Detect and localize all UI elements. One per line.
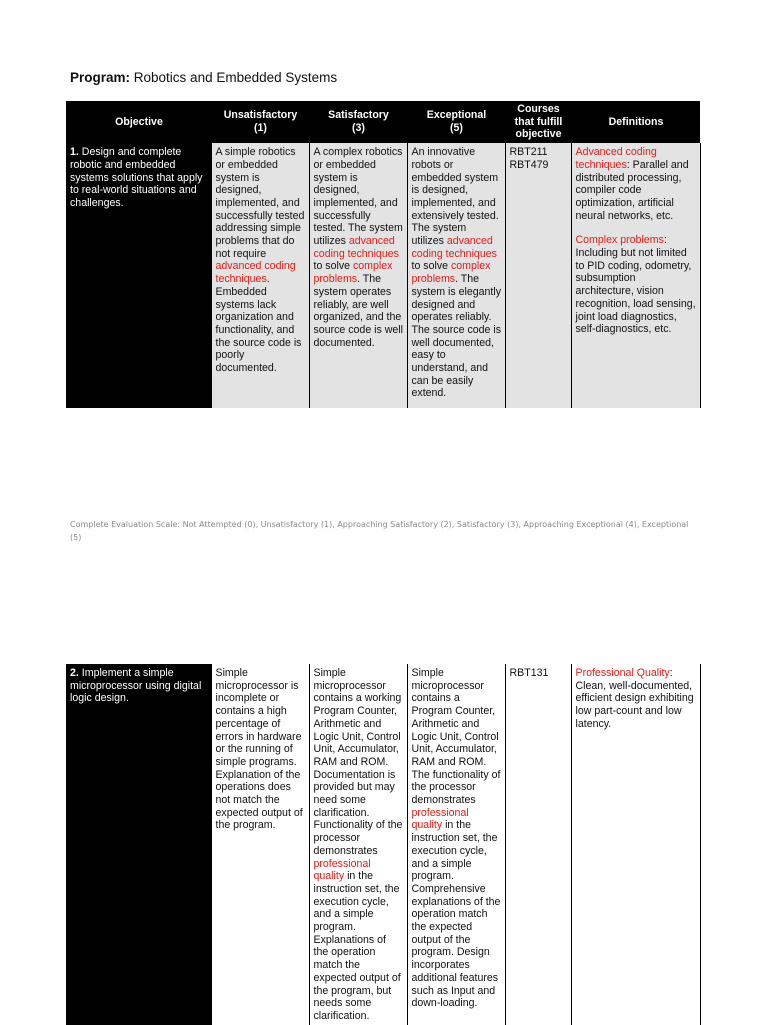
objective-2-unsat-text: Simple microprocessor is incomplete or contains a high percentage of errors in hardware or the running of simple programs. Explanation of the operations does not match the expected output of the program. bbox=[215, 667, 303, 832]
objective-1-satisfactory bbox=[309, 143, 407, 408]
objective-2-sat-text-b: in the instruction set, the execution cycle, and a simple program. Explanations of the operation match the expected output of the program, but needs some clarification. bbox=[313, 870, 401, 1022]
objective-1-number: 1. bbox=[70, 146, 79, 159]
objective-1-sat-text-c: . The system operates reliably, are well organized, and the source code is well documented. bbox=[313, 273, 403, 349]
objective-1-unsat-text-a: A simple robotics or embedded system is designed, implemented, and successfully tested addressing simple problems that do not require bbox=[215, 146, 305, 260]
definition-term: Professional Quality bbox=[575, 667, 670, 679]
objective-2-exc-text-a: Simple microprocessor contains a Program Counter, Arithmetic and Logic Unit, Control Unit, Accumulator, RAM and ROM. The functionality of the processor demonstrates bbox=[411, 667, 501, 807]
objective-2-text: Implement a simple microprocessor using digital logic design. bbox=[70, 667, 202, 705]
term-professional-quality: professional quality bbox=[313, 857, 371, 883]
objective-2-number: 2. bbox=[70, 667, 79, 679]
objective-1-unsat-text-b: . Embedded systems lack organization and functionality, and the source code is poorly documented. bbox=[215, 273, 302, 375]
header-unsatisfactory-label: Unsatisfactory bbox=[223, 109, 298, 122]
term-complex-problems: complex problems bbox=[313, 260, 393, 286]
definition-term: Advanced coding techniques bbox=[575, 146, 657, 171]
program-title bbox=[70, 70, 337, 85]
objective-2-exceptional bbox=[407, 664, 505, 1025]
header-unsatisfactory bbox=[211, 101, 309, 143]
rubric-header bbox=[66, 101, 700, 143]
objective-1-text: Design and complete robotic and embedded systems solutions that apply to real-world situations and challenges. bbox=[70, 146, 203, 209]
objective-1-sat-text-b: to solve bbox=[313, 260, 353, 273]
objective-row-2 bbox=[66, 664, 700, 1025]
objective-2-satisfactory bbox=[309, 664, 407, 1025]
objective-2-courses bbox=[505, 664, 571, 1025]
objective-row-1 bbox=[66, 143, 700, 408]
header-exceptional bbox=[407, 101, 505, 143]
term-professional-quality: professional quality bbox=[411, 806, 469, 832]
definition-text: : Clean, well-documented, efficient design exhibiting low part-count and low latency. bbox=[575, 667, 694, 730]
objective-2-definitions bbox=[571, 664, 700, 1025]
program-label: Program: bbox=[70, 70, 131, 85]
rubric-table-1 bbox=[66, 101, 701, 408]
header-unsatisfactory-score: (1) bbox=[254, 122, 267, 135]
program-name: Robotics and Embedded Systems bbox=[133, 70, 338, 85]
objective-1-sat-text-a: A complex robotics or embedded system is designed, implemented, and successfully tested. The system utilizes bbox=[313, 146, 403, 248]
objective-1-exceptional bbox=[407, 143, 505, 408]
header-definitions: Definitions bbox=[571, 101, 700, 143]
header-satisfactory-score: (3) bbox=[352, 122, 365, 135]
definition-text: : Including but not limited to PID coding, odometry, subsumption architecture, vision recognition, load sensing, joint load diagnostics, self-diagnostics, etc. bbox=[575, 234, 696, 336]
objective-2-exc-text-b: in the instruction set, the execution cycle, and a simple program. Comprehensive explanations of the operation match the expected output of the program. Design incorporates additional features such as Input and down-loading. bbox=[411, 819, 501, 1010]
term-advanced-coding-techniques: advanced coding techniques bbox=[411, 235, 497, 260]
objective-1-exc-text-c: . The system is elegantly designed and operates reliably. The source code is well documented, easy to understand, and can be easily extend. bbox=[411, 273, 502, 400]
course-code: RBT479 bbox=[509, 158, 549, 171]
header-courses-line1: Courses bbox=[517, 103, 560, 115]
term-advanced-coding-techniques: advanced coding techniques bbox=[313, 235, 399, 260]
objective-1-exc-text-b: to solve bbox=[411, 260, 451, 273]
objective-1-definitions bbox=[571, 143, 700, 408]
header-courses bbox=[505, 101, 571, 143]
term-complex-problems: complex problems bbox=[411, 260, 491, 286]
objective-1-cell bbox=[66, 143, 211, 408]
objective-2-cell bbox=[66, 664, 211, 1025]
header-satisfactory-label: Satisfactory bbox=[328, 109, 389, 122]
objective-1-unsatisfactory bbox=[211, 143, 309, 408]
header-exceptional-label: Exceptional bbox=[426, 109, 487, 122]
header-courses-line2: that fulfill bbox=[514, 115, 563, 128]
objective-1-courses bbox=[505, 143, 571, 408]
header-courses-line3: objective bbox=[515, 128, 562, 141]
header-satisfactory bbox=[309, 101, 407, 143]
objective-2-sat-text-a: Simple microprocessor contains a working Program Counter, Arithmetic and Logic Unit, Control Unit, Accumulator, RAM and ROM. Documentation is provided but may need some clarification. Functionality of the processor demonstrates bbox=[313, 667, 403, 857]
header-exceptional-score: (5) bbox=[450, 122, 463, 135]
course-code: RBT211 bbox=[509, 146, 548, 159]
term-advanced-coding-techniques: advanced coding techniques bbox=[215, 260, 296, 286]
evaluation-scale-note: Complete Evaluation Scale: Not Attempted (0), Unsatisfactory (1), Approaching Satisfactory (2), Satisfactory (3), Approaching Exceptional (4), Exceptional (5) bbox=[70, 520, 689, 542]
objective-2-unsatisfactory bbox=[211, 664, 309, 1025]
objective-1-exc-text-a: An innovative robots or embedded system is designed, implemented, and extensively tested. The system utilizes bbox=[411, 146, 499, 248]
rubric-table-2 bbox=[66, 664, 701, 1025]
course-code: RBT131 bbox=[509, 667, 549, 679]
definition-text: : Parallel and distributed processing, compiler code optimization, artificial neural networks, etc. bbox=[575, 158, 689, 222]
definition-term: Complex problems bbox=[575, 234, 664, 247]
header-objective: Objective bbox=[66, 101, 211, 143]
